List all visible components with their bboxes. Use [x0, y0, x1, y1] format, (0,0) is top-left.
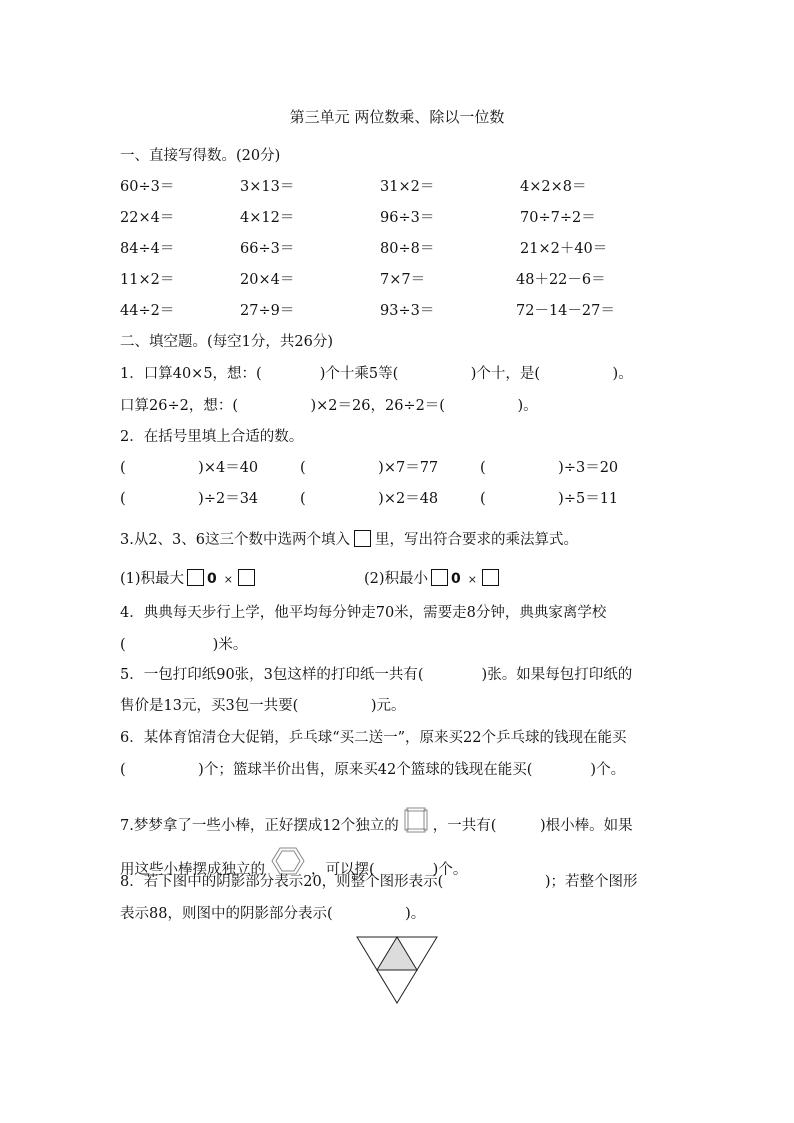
question-2-heading: 2．在括号里填上合适的数。 — [120, 429, 304, 445]
answer-box-icon — [482, 569, 499, 586]
question-3-text-post: 里，写出符合要求的乘法算式。 — [375, 532, 579, 548]
question-3-text-pre: 3.从2、3、6这三个数中选两个填入 — [120, 532, 351, 548]
problem: 4×12＝ — [240, 210, 295, 226]
section1-heading: 一、直接写得数。(20分) — [120, 148, 281, 164]
question-7-line-1 — [120, 806, 633, 839]
digit-zero: 0 — [451, 571, 461, 587]
problem: 7×7＝ — [380, 272, 426, 288]
problem: 80÷8＝ — [380, 241, 435, 257]
times-sign: × — [467, 573, 478, 586]
question-1-line-1: 1．口算40×5，想：( )个十乘5等( )个十，是( )。 — [120, 366, 633, 382]
problem: 4×2×8＝ — [520, 179, 587, 195]
question-4-line-2: ( )米。 — [120, 637, 248, 653]
question-1-line-2: 口算26÷2，想：( )×2＝26，26÷2＝( )。 — [120, 398, 538, 414]
question-3-line-1 — [120, 530, 578, 549]
problem: 22×4＝ — [120, 210, 175, 226]
fill-blank: ( )÷3＝20 — [480, 460, 619, 476]
question-7-text-post-2: ，可以摆( )个。 — [311, 862, 468, 878]
problem: 72－14－27＝ — [516, 303, 615, 319]
question-4-line-1: 4．典典每天步行上学，他平均每分钟走70米，需要走8分钟，典典家离学校 — [120, 605, 607, 621]
question-8-line-1: 8．若下图中的阴影部分表示20，则整个图形表示( )；若整个图形 — [120, 874, 638, 890]
problem: 48＋22－6＝ — [516, 272, 606, 288]
section2-heading: 二、填空题。(每空1分，共26分) — [120, 334, 333, 350]
question-5-line-2: 售价是13元，买3包一共要( )元。 — [120, 698, 406, 714]
times-sign: × — [223, 573, 234, 586]
answer-box-icon — [431, 569, 448, 586]
question-5-line-1: 5．一包打印纸90张，3包这样的打印纸一共有( )张。如果每包打印纸的 — [120, 667, 633, 683]
problem: 20×4＝ — [240, 272, 295, 288]
question-3-part-a — [120, 569, 255, 589]
question-7-text-pre-2: 用这些小棒摆成独立的 — [120, 862, 265, 878]
problem: 96÷3＝ — [380, 210, 435, 226]
question-7-text-post: ，一共有( )根小棒。如果 — [432, 818, 633, 834]
part-a-label: (1)积最大 — [120, 571, 185, 587]
problem: 44÷2＝ — [120, 303, 175, 319]
question-8-line-2: 表示88，则图中的阴影部分表示( )。 — [120, 906, 426, 922]
fill-blank: ( )×7＝77 — [300, 460, 439, 476]
digit-zero: 0 — [207, 571, 217, 587]
answer-box-icon — [187, 569, 204, 586]
question-7-text-pre: 7.梦梦拿了一些小棒，正好摆成12个独立的 — [120, 818, 399, 834]
fill-blank: ( )÷2＝34 — [120, 491, 259, 507]
problem: 3×13＝ — [240, 179, 295, 195]
problem: 84÷4＝ — [120, 241, 175, 257]
question-6-line-1: 6．某体育馆清仓大促销，乒乓球“买二送一”，原来买22个乒乓球的钱现在能买 — [120, 730, 627, 746]
answer-box-icon — [238, 569, 255, 586]
fill-blank: ( )×4＝40 — [120, 460, 259, 476]
question-3-part-b — [364, 569, 499, 589]
problem: 70÷7÷2＝ — [520, 210, 596, 226]
problem: 93÷3＝ — [380, 303, 435, 319]
problem: 60÷3＝ — [120, 179, 175, 195]
problem: 66÷3＝ — [240, 241, 295, 257]
part-b-label: (2)积最小 — [364, 571, 429, 587]
problem: 11×2＝ — [120, 272, 175, 288]
page-title: 第三单元 两位数乘、除以一位数 — [289, 108, 505, 126]
fill-blank: ( )÷5＝11 — [480, 491, 619, 507]
problem: 27÷9＝ — [240, 303, 295, 319]
question-6-line-2: ( )个；篮球半价出售，原来买42个篮球的钱现在能买( )个。 — [120, 762, 626, 778]
triangle-figure-icon — [355, 936, 439, 1004]
square-of-sticks-icon — [403, 806, 429, 839]
answer-box-icon — [354, 530, 371, 547]
problem: 21×2＋40＝ — [520, 241, 608, 257]
problem: 31×2＝ — [380, 179, 435, 195]
fill-blank: ( )×2＝48 — [300, 491, 439, 507]
